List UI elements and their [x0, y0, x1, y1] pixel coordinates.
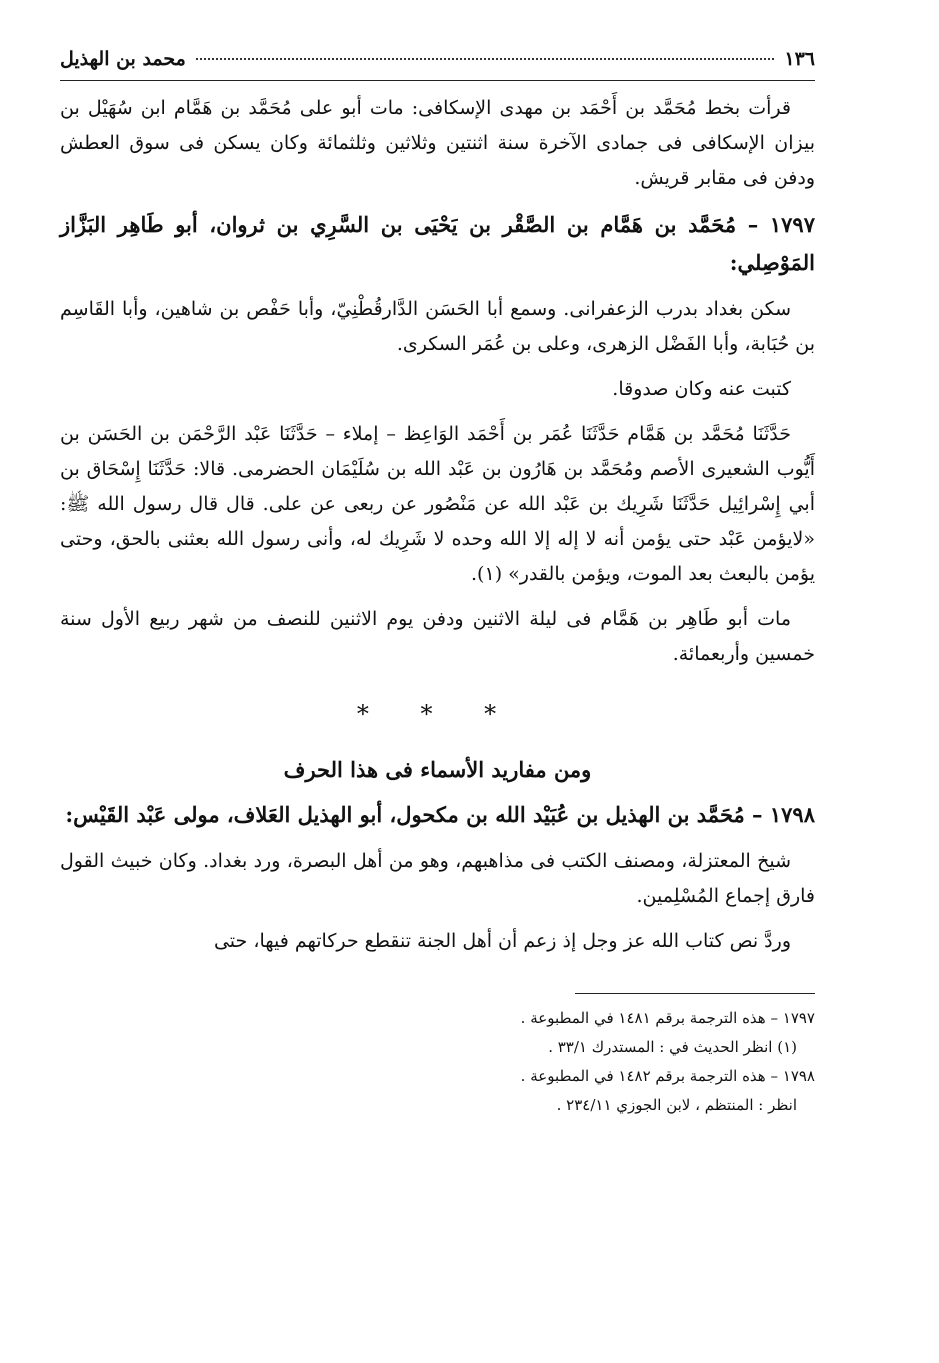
entry-1797-paragraph-2: كتبت عنه وكان صدوقا. — [612, 378, 791, 400]
intro-paragraph: قرأت بخط مُحَمَّد بن أَحْمَد بن مهدى الإسكافى: مات أبو على مُحَمَّد بن هَمَّام ابن سُهَيْل بن بيزان الإسكافى فى جمادى الآخرة سنة اثنتين وثلاثين وثلثمائة وكان يسكن فى سوق العطش ودفن فى مقابر قريش. — [60, 97, 815, 189]
page-header — [60, 48, 815, 81]
footnote: ١٧٩٧ – هذه الترجمة برقم ١٤٨١ في المطبوعة . — [520, 1009, 815, 1027]
section-separator: * * * — [356, 700, 519, 728]
header-dot-leader — [196, 58, 775, 60]
entry-1797-paragraph-1: سكن بغداد بدرب الزعفرانى. وسمع أبا الحَسَن الدَّارقُطْنِيّ، وأبا حَفْص بن شاهين، وأبا القَاسِم بن حُبَابة، وأبا الفَضْل الزهرى، وعلى بن عُمَر السكرى. — [60, 298, 815, 355]
section-heading: ومن مفاريد الأسماء فى هذا الحرف — [283, 757, 592, 782]
footnote-divider — [575, 993, 815, 994]
entry-1798-paragraph-2: وردَّ نص كتاب الله عز وجل إذ زعم أن أهل الجنة تنقطع حركاتهم فيها، حتى — [213, 930, 791, 952]
entry-1797-paragraph-4: مات أبو طَاهِر بن هَمَّام فى ليلة الاثنين ودفن يوم الاثنين للنصف من شهر ربيع الأول سنة خمسين وأربعمائة. — [60, 608, 815, 665]
book-page — [60, 48, 815, 1120]
page-number: ١٣٦ — [784, 48, 815, 70]
entry-1798-paragraph-1: شيخ المعتزلة، ومصنف الكتب فى مذاهبهم، وهو من أهل البصرة، ورد بغداد. وكان خبيث القول فارق إجماع المُسْلِمين. — [60, 850, 815, 907]
entry-1798-title: ١٧٩٨ – مُحَمَّد بن الهذيل بن عُبَيْد الله بن مكحول، أبو الهذيل العَلاف، مولى عَبْد القَيْس: — [65, 802, 815, 827]
footnote: انظر : المنتظم ، لابن الجوزي ٢٣٤/١١ . — [556, 1096, 797, 1114]
footnotes — [60, 1004, 815, 1120]
entry-1797-title: ١٧٩٧ – مُحَمَّد بن هَمَّام بن الصَّقْر بن يَحْيَى بن السَّرِي بن ثروان، أبو طَاهِر البَزَّاز المَوْصِلي: — [60, 212, 815, 275]
footnote: ١٧٩٨ – هذه الترجمة برقم ١٤٨٢ في المطبوعة . — [520, 1067, 815, 1085]
entry-1797-paragraph-3: حَدَّثَنَا مُحَمَّد بن هَمَّام حَدَّثَنَا عُمَر بن أَحْمَد الوَاعِظ – إملاء – حَدَّثَنَا عَبْد الرَّحْمَن بن الحَسَن بن أَيُّوب الشعيرى الأصم ومُحَمَّد بن هَارُون بن عَبْد الله بن سُلَيْمَان الحضرمى. قالا: حَدَّثَنَا إِسْحَاق بن أبي إِسْرائِيل حَدَّثَنَا شَرِيك بن عَبْد الله عن مَنْصُور عن ربعى عن على. قال قال رسول الله ﷺ: «لايؤمن عَبْد حتى يؤمن أنه لا إله إلا الله وحده لا شَرِيك له، وأنى رسول الله بعثنى بالحق، وحتى يؤمن بالبعث بعد الموت، ويؤمن بالقدر» (١). — [60, 423, 815, 585]
running-title: محمد بن الهذيل — [60, 48, 186, 70]
footnote: (١) انظر الحديث في : المستدرك ٣٣/١ . — [548, 1038, 797, 1056]
